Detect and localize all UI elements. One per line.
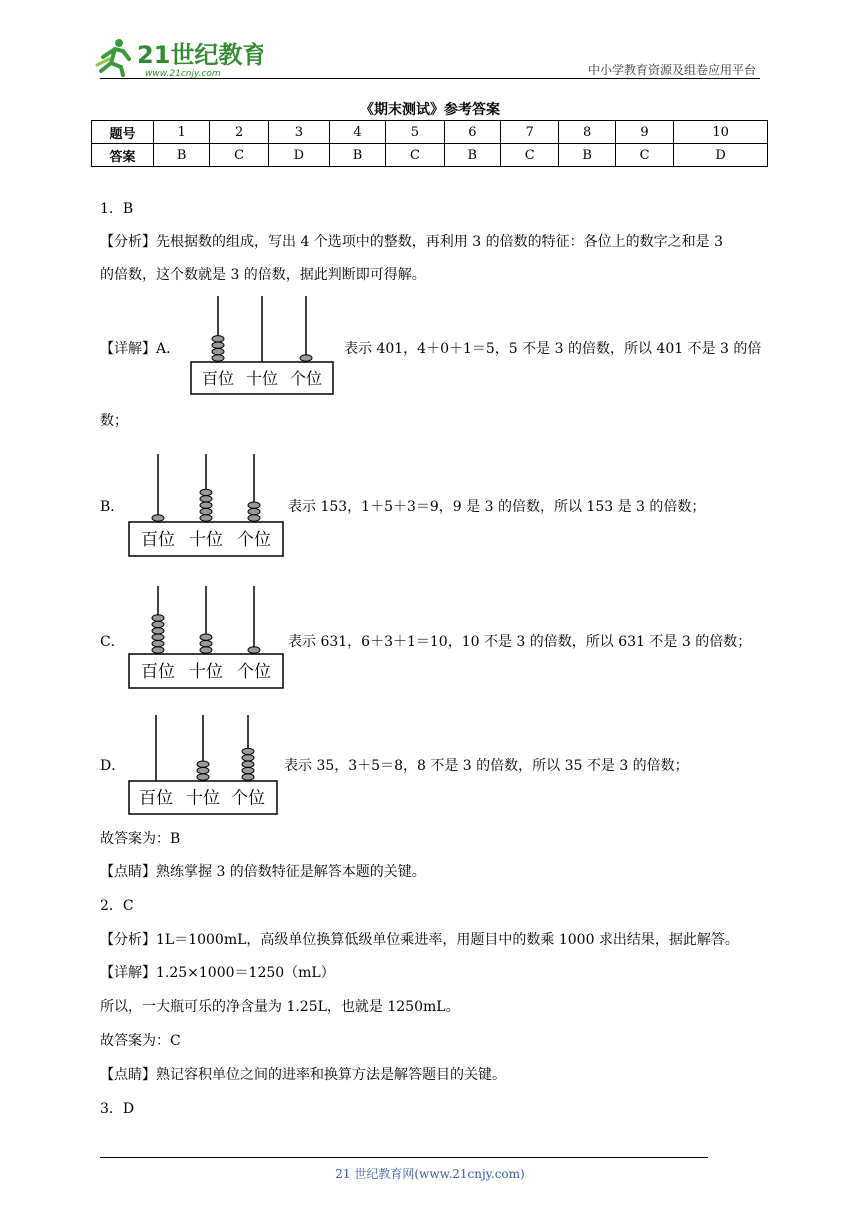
abacus-place-label: 十位	[186, 788, 220, 809]
question-number-cell: 9	[615, 121, 673, 144]
footer-divider	[100, 1157, 708, 1158]
question-number-cell: 8	[559, 121, 615, 144]
q1-conclusion: 故答案为：B	[100, 831, 181, 847]
q1-option-b-text: 表示 153，1＋5＋3＝9，9 是 3 的倍数，所以 153 是 3 的倍数；	[288, 499, 706, 515]
abacus-drawing	[128, 715, 278, 815]
question-number-cell: 2	[210, 121, 268, 144]
abacus-bead	[300, 355, 312, 361]
q2-explanation: 所以，一大瓶可乐的净含量为 1.25L，也就是 1250mL。	[100, 999, 460, 1015]
answer-cell: B	[444, 144, 500, 167]
abacus-place-label: 十位	[245, 369, 279, 388]
abacus-bead	[152, 647, 164, 653]
abacus-bead	[212, 336, 224, 342]
answer-cell: B	[329, 144, 385, 167]
abacus-bead	[200, 515, 212, 521]
abacus-bead	[248, 508, 260, 514]
abacus-bead	[152, 515, 164, 521]
answer-cell: C	[501, 144, 559, 167]
abacus-bead	[248, 647, 260, 653]
q2-detail: 【详解】1.25×1000＝1250（mL）	[100, 965, 335, 981]
abacus-bead	[242, 761, 254, 767]
q1-option-b-prefix: B．	[100, 499, 125, 515]
answer-cell: B	[559, 144, 615, 167]
abacus-bead	[197, 767, 209, 773]
abacus-bead	[200, 640, 212, 646]
abacus-bead	[152, 640, 164, 646]
abacus-bead	[197, 774, 209, 780]
abacus-place-label: 百位	[141, 662, 175, 682]
abacus-bead	[242, 755, 254, 761]
q1-detail-prefix: 【详解】A．	[100, 341, 181, 357]
abacus-bead	[152, 615, 164, 621]
abacus-place-label: 个位	[231, 788, 265, 809]
runner-icon	[97, 39, 129, 75]
abacus-bead	[212, 342, 224, 348]
abacus-bead	[200, 508, 212, 514]
abacus-place-label: 百位	[201, 369, 235, 388]
abacus-bead	[200, 489, 212, 495]
logo-url: www.21cnjy.com	[145, 69, 221, 79]
abacus-bead	[212, 348, 224, 354]
abacus-bead	[197, 761, 209, 767]
q3-heading: 3．D	[100, 1101, 135, 1117]
table-header-number: 题号	[92, 121, 154, 144]
abacus-bead	[212, 355, 224, 361]
abacus-b	[128, 454, 284, 562]
abacus-a	[190, 296, 334, 400]
q2-heading: 2．C	[100, 898, 134, 914]
logo-text: 21世纪教育	[137, 41, 263, 69]
abacus-bead	[248, 515, 260, 521]
question-number-cell: 3	[268, 121, 329, 144]
q1-heading: 1．B	[100, 201, 134, 217]
q1-tip: 【点睛】熟练掌握 3 的倍数特征是解答本题的关键。	[100, 864, 426, 880]
q1-option-c-prefix: C．	[100, 634, 125, 650]
header-divider	[100, 78, 760, 79]
abacus-place-label: 十位	[189, 530, 223, 550]
answer-cell: C	[386, 144, 444, 167]
footer-text: 21 世纪教育网(www.21cnjy.com)	[335, 1167, 525, 1181]
abacus-bead	[242, 767, 254, 773]
abacus-place-label: 个位	[289, 369, 323, 388]
q1-option-a-text-cont: 数；	[100, 413, 128, 429]
abacus-bead	[200, 634, 212, 640]
abacus-drawing	[190, 296, 334, 396]
q1-option-d-prefix: D．	[100, 758, 126, 774]
abacus-bead	[200, 647, 212, 653]
abacus-place-label: 个位	[237, 530, 271, 550]
answer-cell: D	[674, 144, 768, 167]
q1-option-a-text: 表示 401，4＋0＋1＝5，5 不是 3 的倍数，所以 401 不是 3 的倍	[344, 341, 762, 357]
site-logo	[93, 35, 263, 79]
abacus-bead	[242, 748, 254, 754]
platform-name: 中小学教育资源及组卷应用平台	[587, 63, 756, 77]
abacus-bead	[152, 634, 164, 640]
abacus-place-label: 个位	[237, 662, 271, 682]
q1-option-d-text: 表示 35，3＋5＝8，8 不是 3 的倍数，所以 35 不是 3 的倍数；	[284, 758, 689, 774]
answer-cell: C	[210, 144, 268, 167]
answer-cell: B	[154, 144, 210, 167]
answer-table	[91, 120, 768, 167]
page-title: 《期末测试》参考答案	[360, 102, 500, 118]
table-header-answer: 答案	[92, 144, 154, 167]
abacus-bead	[152, 628, 164, 634]
q1-option-c-text: 表示 631，6＋3＋1＝10，10 不是 3 的倍数，所以 631 不是 3 的倍数；	[288, 634, 752, 650]
question-number-cell: 1	[154, 121, 210, 144]
abacus-d	[128, 715, 278, 819]
question-number-cell: 10	[674, 121, 768, 144]
q2-conclusion: 故答案为：C	[100, 1033, 181, 1049]
abacus-bead	[242, 774, 254, 780]
answer-cell: C	[615, 144, 673, 167]
q1-analysis-line1: 【分析】先根据数的组成，写出 4 个选项中的整数，再利用 3 的倍数的特征：各位上的数字之和是 3	[100, 234, 723, 250]
q2-tip: 【点睛】熟记容积单位之间的进率和换算方法是解答题目的关键。	[100, 1067, 506, 1083]
abacus-drawing	[128, 586, 284, 690]
q1-analysis-line2: 的倍数，这个数就是 3 的倍数，据此判断即可得解。	[100, 267, 426, 283]
abacus-bead	[200, 496, 212, 502]
abacus-place-label: 十位	[189, 662, 223, 682]
abacus-place-label: 百位	[141, 530, 175, 550]
abacus-drawing	[128, 454, 284, 558]
table-row-answers	[92, 144, 768, 167]
question-number-cell: 6	[444, 121, 500, 144]
abacus-bead	[200, 502, 212, 508]
table-row-numbers	[92, 121, 768, 144]
abacus-place-label: 百位	[139, 788, 173, 809]
abacus-bead	[152, 621, 164, 627]
abacus-bead	[248, 502, 260, 508]
question-number-cell: 4	[329, 121, 385, 144]
question-number-cell: 5	[386, 121, 444, 144]
answer-cell: D	[268, 144, 329, 167]
abacus-c	[128, 586, 284, 694]
q2-analysis: 【分析】1L＝1000mL，高级单位换算低级单位乘进率，用题目中的数乘 1000 求出结果，据此解答。	[100, 932, 739, 948]
question-number-cell: 7	[501, 121, 559, 144]
